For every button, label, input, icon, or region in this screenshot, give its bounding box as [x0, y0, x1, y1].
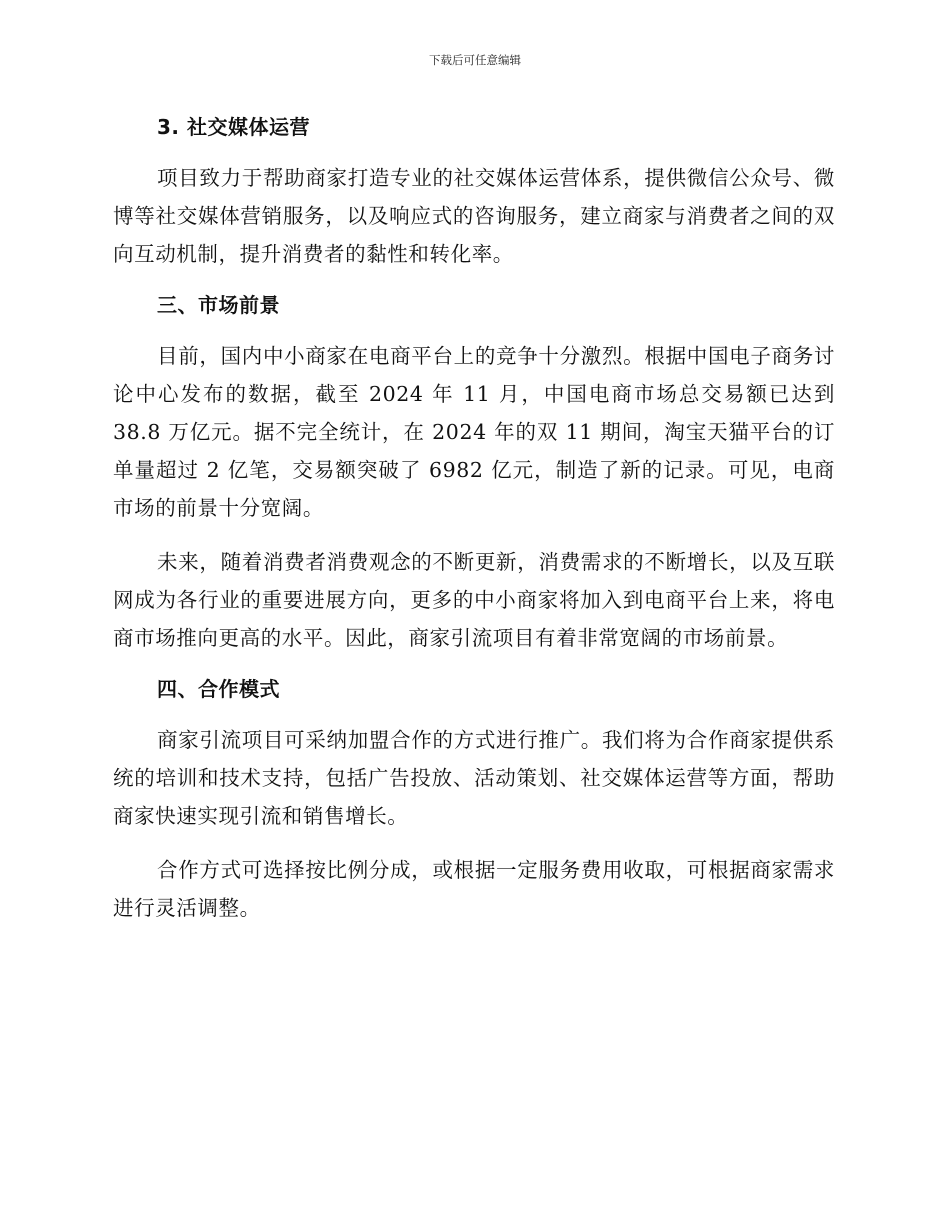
section-heading: 三、市场前景: [157, 293, 280, 317]
page-header-note: 下载后可任意编辑: [429, 53, 521, 67]
paragraph: 目前，国内中小商家在电商平台上的竞争十分激烈。根据中国电子商务讨论中心发布的数据，截至 2024 年 11 月，中国电商市场总交易额已达到 38.8 万亿元。据不完全统计，在 2024 年的双 11 期间，淘宝天猫平台的订单量超过 2 亿笔，交易额突破了 6982 亿元，制造了新的记录。可见，电商市场的前景十分宽阔。: [113, 344, 835, 520]
section-social-media: [113, 111, 835, 273]
section-heading: 3. 社交媒体运营: [157, 115, 310, 139]
document-body: [113, 111, 835, 943]
section-cooperation-model: [113, 673, 835, 927]
section-heading: 四、合作模式: [157, 677, 280, 701]
paragraph: 合作方式可选择按比例分成，或根据一定服务费用收取，可根据商家需求进行灵活调整。: [113, 858, 835, 920]
paragraph: 商家引流项目可采纳加盟合作的方式进行推广。我们将为合作商家提供系统的培训和技术支持，包括广告投放、活动策划、社交媒体运营等方面，帮助商家快速实现引流和销售增长。: [113, 728, 835, 828]
paragraph: 项目致力于帮助商家打造专业的社交媒体运营体系，提供微信公众号、微博等社交媒体营销服务，以及响应式的咨询服务，建立商家与消费者之间的双向互动机制，提升消费者的黏性和转化率。: [113, 166, 835, 266]
section-market-outlook: [113, 289, 835, 657]
paragraph: 未来，随着消费者消费观念的不断更新，消费需求的不断增长，以及互联网成为各行业的重要进展方向，更多的中小商家将加入到电商平台上来，将电商市场推向更高的水平。因此，商家引流项目有着非常宽阔的市场前景。: [113, 550, 835, 650]
